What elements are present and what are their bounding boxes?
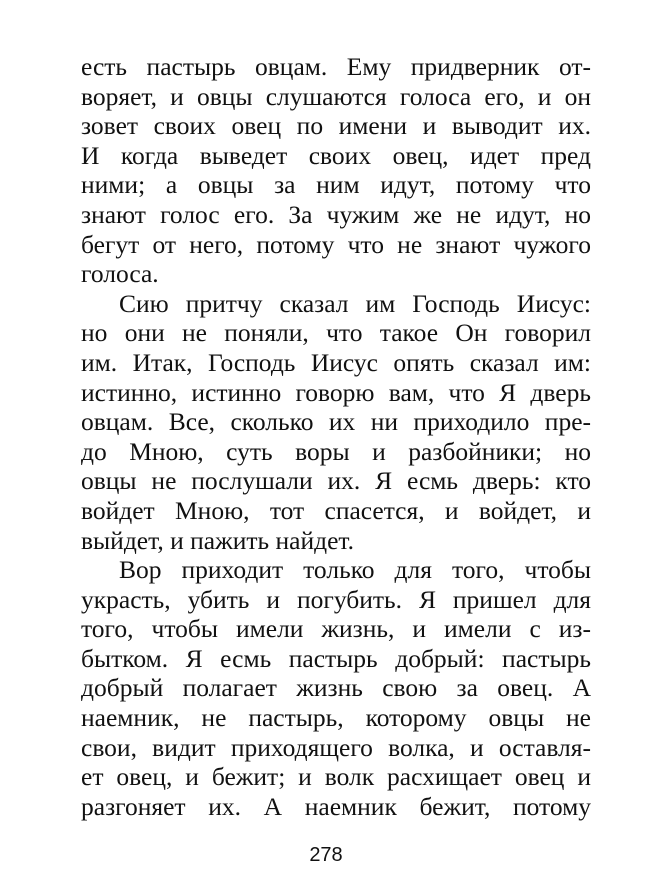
text-line: выйдет, и пажить найдет.: [81, 525, 354, 555]
text-line: войдет Мною, тот спасется, и войдет, и: [81, 495, 591, 525]
text-line: истинно, истинно говорю вам, что Я дверь: [81, 377, 591, 407]
text-line: есть пастырь овцам. Ему придверник от-: [81, 52, 591, 81]
text-line: Сию притчу сказал им Господь Иисус:: [119, 288, 591, 318]
text-line: до Мною, суть воры и разбойники; но: [81, 436, 591, 466]
text-line: Вор приходит только для того, чтобы: [119, 555, 591, 585]
text-line: ними; а овцы за ним идут, потому что: [81, 170, 591, 200]
body-text: [81, 52, 591, 821]
text-line: зовет своих овец по имени и выводит их.: [81, 111, 591, 141]
text-line: того, чтобы имели жизнь, и имели с из-: [81, 614, 591, 644]
text-line: овцам. Все, сколько их ни приходило пре-: [81, 407, 591, 437]
text-line: наемник, не пастырь, которому овцы не: [81, 703, 591, 733]
text-line: знают голос его. За чужим же не идут, но: [81, 199, 591, 229]
page-number: 278: [309, 844, 343, 866]
text-line: украсть, убить и погубить. Я пришел для: [81, 584, 591, 614]
text-line: свои, видит приходящего волка, и оставля-: [81, 732, 591, 762]
text-line: И когда выведет своих овец, идет пред: [81, 140, 591, 170]
text-line: бытком. Я есмь пастырь добрый: пастырь: [81, 643, 591, 673]
text-line: воряет, и овцы слушаются голоса его, и он: [81, 81, 591, 111]
text-line: добрый полагает жизнь свою за овец. А: [81, 673, 591, 703]
text-line: им. Итак, Господь Иисус опять сказал им:: [81, 347, 591, 377]
text-line: голоса.: [81, 259, 159, 289]
text-line: овцы не послушали их. Я есмь дверь: кто: [81, 466, 591, 496]
text-line: но они не поняли, что такое Он говорил: [81, 318, 591, 348]
text-line: бегут от него, потому что не знают чужого: [81, 229, 591, 259]
text-line: разгоняет их. А наемник бежит, потому: [81, 791, 591, 821]
text-line: ет овец, и бежит; и волк расхищает овец и: [81, 762, 591, 792]
